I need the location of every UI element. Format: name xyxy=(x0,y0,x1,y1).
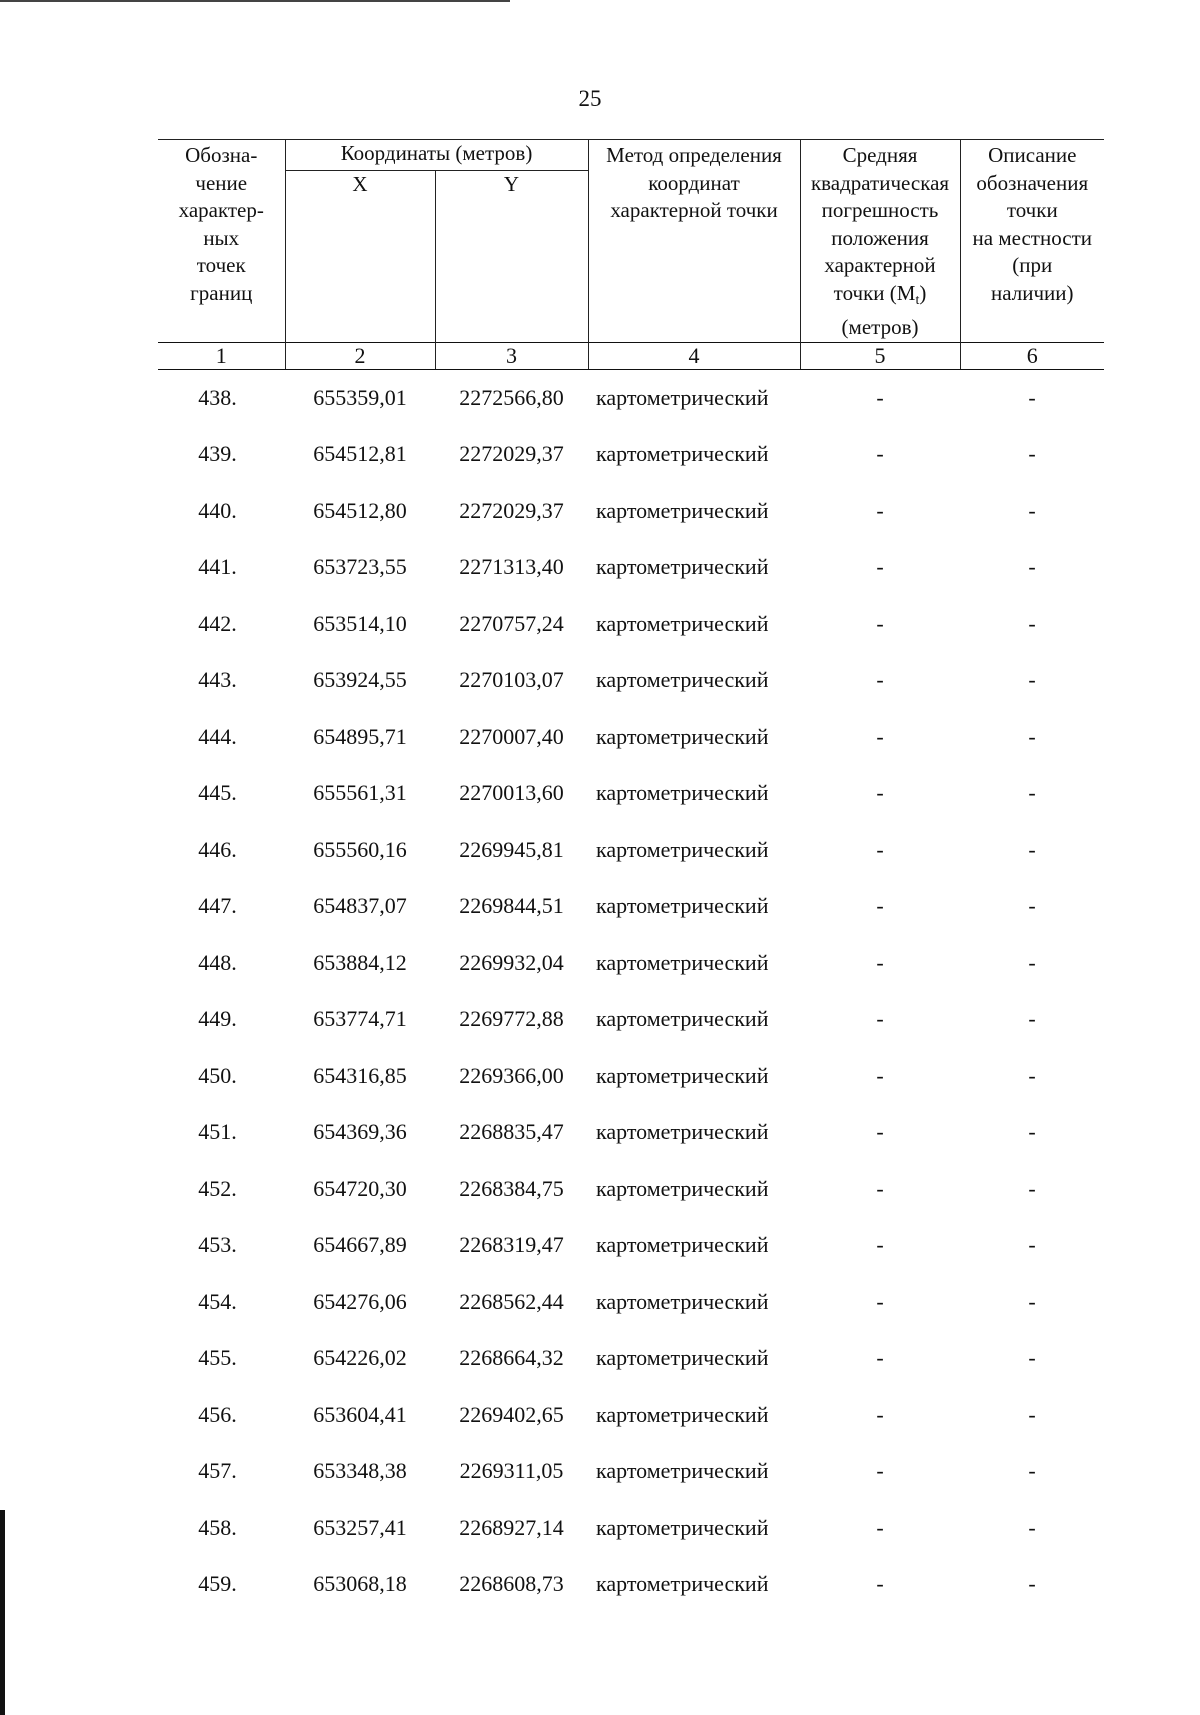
cell-description: - xyxy=(1028,723,1036,749)
cell-y: 2269772,88 xyxy=(459,1006,564,1032)
cell-method: картометрический xyxy=(596,1006,769,1032)
cell-point-id: 459. xyxy=(198,1571,237,1597)
cell-method: картометрический xyxy=(596,610,769,636)
cell-error: - xyxy=(876,1288,884,1314)
cell-description: - xyxy=(1028,497,1036,523)
cell-y: 2272029,37 xyxy=(459,441,564,467)
cell-point-id: 456. xyxy=(198,1401,237,1427)
cell-x: 653348,38 xyxy=(313,1458,407,1484)
column-number: 4 xyxy=(588,342,800,369)
cell-x: 654895,71 xyxy=(313,723,407,749)
cell-description: - xyxy=(1028,1175,1036,1201)
table-row xyxy=(158,991,1104,1048)
cell-method: картометрический xyxy=(596,1119,769,1145)
header-mean-square-error: Средняя квадратическая погрешность положения характерной точки $(M_t)$ (метров) xyxy=(800,140,960,343)
table-row xyxy=(158,1217,1104,1274)
cell-error: - xyxy=(876,610,884,636)
cell-description: - xyxy=(1028,1119,1036,1145)
cell-y: 2269366,00 xyxy=(459,1062,564,1088)
cell-method: картометрический xyxy=(596,1458,769,1484)
cell-y: 2268608,73 xyxy=(459,1571,564,1597)
scan-edge-shadow xyxy=(0,1510,5,1715)
cell-point-id: 439. xyxy=(198,441,237,467)
cell-y: 2270007,40 xyxy=(459,723,564,749)
cell-description: - xyxy=(1028,441,1036,467)
cell-description: - xyxy=(1028,667,1036,693)
cell-y: 2268319,47 xyxy=(459,1232,564,1258)
cell-method: картометрический xyxy=(596,1401,769,1427)
cell-point-id: 452. xyxy=(198,1175,237,1201)
cell-description: - xyxy=(1028,1006,1036,1032)
cell-method: картометрический xyxy=(596,1288,769,1314)
cell-x: 653774,71 xyxy=(313,1006,407,1032)
header-x: X xyxy=(285,170,435,342)
cell-point-id: 457. xyxy=(198,1458,237,1484)
table-row xyxy=(158,596,1104,653)
cell-point-id: 443. xyxy=(198,667,237,693)
cell-error: - xyxy=(876,1458,884,1484)
cell-description: - xyxy=(1028,1062,1036,1088)
coordinates-table xyxy=(158,139,1104,1613)
cell-description: - xyxy=(1028,893,1036,919)
cell-x: 654226,02 xyxy=(313,1345,407,1371)
cell-point-id: 449. xyxy=(198,1006,237,1032)
cell-method: картометрический xyxy=(596,1345,769,1371)
cell-y: 2268927,14 xyxy=(459,1514,564,1540)
cell-description: - xyxy=(1028,949,1036,975)
cell-x: 654512,80 xyxy=(313,497,407,523)
cell-description: - xyxy=(1028,554,1036,580)
cell-method: картометрический xyxy=(596,497,769,523)
cell-y: 2271313,40 xyxy=(459,554,564,580)
table-row xyxy=(158,539,1104,596)
scan-edge-line xyxy=(0,0,510,2)
cell-x: 655359,01 xyxy=(313,384,407,410)
table-row xyxy=(158,1161,1104,1218)
cell-description: - xyxy=(1028,1458,1036,1484)
cell-x: 654512,81 xyxy=(313,441,407,467)
cell-y: 2268562,44 xyxy=(459,1288,564,1314)
cell-point-id: 440. xyxy=(198,497,237,523)
cell-point-id: 438. xyxy=(198,384,237,410)
cell-point-id: 453. xyxy=(198,1232,237,1258)
cell-x: 654276,06 xyxy=(313,1288,407,1314)
cell-point-id: 444. xyxy=(198,723,237,749)
cell-point-id: 454. xyxy=(198,1288,237,1314)
cell-error: - xyxy=(876,667,884,693)
cell-x: 655561,31 xyxy=(313,780,407,806)
cell-y: 2269945,81 xyxy=(459,836,564,862)
cell-y: 2270103,07 xyxy=(459,667,564,693)
cell-method: картометрический xyxy=(596,1514,769,1540)
column-number: 3 xyxy=(435,342,588,369)
cell-point-id: 446. xyxy=(198,836,237,862)
header-point-designation: Обозна- чение характер- ных точек границ xyxy=(158,140,285,343)
table-row xyxy=(158,765,1104,822)
cell-point-id: 448. xyxy=(198,949,237,975)
cell-y: 2269844,51 xyxy=(459,893,564,919)
cell-error: - xyxy=(876,836,884,862)
cell-x: 653884,12 xyxy=(313,949,407,975)
cell-error: - xyxy=(876,723,884,749)
cell-error: - xyxy=(876,384,884,410)
cell-x: 654316,85 xyxy=(313,1062,407,1088)
header-y: Y xyxy=(435,170,588,342)
cell-point-id: 441. xyxy=(198,554,237,580)
cell-method: картометрический xyxy=(596,723,769,749)
column-number: 6 xyxy=(960,342,1104,369)
table-row xyxy=(158,1500,1104,1557)
cell-y: 2269402,65 xyxy=(459,1401,564,1427)
cell-x: 653924,55 xyxy=(313,667,407,693)
cell-method: картометрический xyxy=(596,1232,769,1258)
table-row xyxy=(158,878,1104,935)
cell-y: 2269932,04 xyxy=(459,949,564,975)
cell-method: картометрический xyxy=(596,836,769,862)
table-row xyxy=(158,1443,1104,1500)
cell-description: - xyxy=(1028,1288,1036,1314)
header-method: Метод определения координат характерной точки xyxy=(588,140,800,343)
cell-point-id: 442. xyxy=(198,610,237,636)
table-row xyxy=(158,1048,1104,1105)
table-row xyxy=(158,652,1104,709)
table-row xyxy=(158,426,1104,483)
cell-x: 654667,89 xyxy=(313,1232,407,1258)
cell-y: 2268664,32 xyxy=(459,1345,564,1371)
cell-y: 2269311,05 xyxy=(459,1458,564,1484)
cell-x: 653514,10 xyxy=(313,610,407,636)
cell-method: картометрический xyxy=(596,1571,769,1597)
cell-x: 654369,36 xyxy=(313,1119,407,1145)
cell-method: картометрический xyxy=(596,554,769,580)
cell-y: 2272566,80 xyxy=(459,384,564,410)
cell-x: 653257,41 xyxy=(313,1514,407,1540)
table-row xyxy=(158,1330,1104,1387)
cell-error: - xyxy=(876,1514,884,1540)
page-number: 25 xyxy=(578,86,602,111)
cell-error: - xyxy=(876,893,884,919)
table-row xyxy=(158,1387,1104,1444)
cell-error: - xyxy=(876,497,884,523)
table-row xyxy=(158,369,1104,426)
cell-point-id: 447. xyxy=(198,893,237,919)
cell-error: - xyxy=(876,1401,884,1427)
cell-description: - xyxy=(1028,836,1036,862)
cell-method: картометрический xyxy=(596,1062,769,1088)
cell-y: 2268835,47 xyxy=(459,1119,564,1145)
cell-method: картометрический xyxy=(596,893,769,919)
cell-description: - xyxy=(1028,1232,1036,1258)
column-number: 1 xyxy=(158,342,285,369)
table-row xyxy=(158,1274,1104,1331)
header-coordinates: Координаты (метров) xyxy=(285,140,588,171)
cell-description: - xyxy=(1028,1401,1036,1427)
cell-description: - xyxy=(1028,384,1036,410)
cell-error: - xyxy=(876,1571,884,1597)
header-description: Описание обозначения точки на местности (при наличии) xyxy=(960,140,1104,343)
table-row xyxy=(158,935,1104,992)
cell-description: - xyxy=(1028,1571,1036,1597)
cell-description: - xyxy=(1028,780,1036,806)
cell-point-id: 451. xyxy=(198,1119,237,1145)
cell-error: - xyxy=(876,1232,884,1258)
cell-y: 2272029,37 xyxy=(459,497,564,523)
cell-x: 653068,18 xyxy=(313,1571,407,1597)
cell-error: - xyxy=(876,1345,884,1371)
cell-description: - xyxy=(1028,1514,1036,1540)
table-row xyxy=(158,709,1104,766)
cell-error: - xyxy=(876,1119,884,1145)
table-row xyxy=(158,822,1104,879)
cell-method: картометрический xyxy=(596,949,769,975)
cell-error: - xyxy=(876,554,884,580)
cell-method: картометрический xyxy=(596,441,769,467)
cell-method: картометрический xyxy=(596,1175,769,1201)
cell-x: 654720,30 xyxy=(313,1175,407,1201)
table-body xyxy=(158,369,1104,1613)
cell-point-id: 450. xyxy=(198,1062,237,1088)
cell-y: 2270757,24 xyxy=(459,610,564,636)
cell-y: 2270013,60 xyxy=(459,780,564,806)
cell-error: - xyxy=(876,780,884,806)
cell-error: - xyxy=(876,1175,884,1201)
cell-error: - xyxy=(876,949,884,975)
cell-point-id: 445. xyxy=(198,780,237,806)
cell-x: 653723,55 xyxy=(313,554,407,580)
cell-description: - xyxy=(1028,610,1036,636)
cell-x: 654837,07 xyxy=(313,893,407,919)
table-row xyxy=(158,1556,1104,1613)
cell-method: картометрический xyxy=(596,384,769,410)
cell-error: - xyxy=(876,1062,884,1088)
table-row xyxy=(158,483,1104,540)
cell-point-id: 455. xyxy=(198,1345,237,1371)
cell-method: картометрический xyxy=(596,780,769,806)
column-number: 2 xyxy=(285,342,435,369)
cell-description: - xyxy=(1028,1345,1036,1371)
cell-method: картометрический xyxy=(596,667,769,693)
column-number: 5 xyxy=(800,342,960,369)
cell-x: 655560,16 xyxy=(313,836,407,862)
cell-y: 2268384,75 xyxy=(459,1175,564,1201)
cell-error: - xyxy=(876,441,884,467)
cell-x: 653604,41 xyxy=(313,1401,407,1427)
cell-point-id: 458. xyxy=(198,1514,237,1540)
cell-error: - xyxy=(876,1006,884,1032)
table-row xyxy=(158,1104,1104,1161)
